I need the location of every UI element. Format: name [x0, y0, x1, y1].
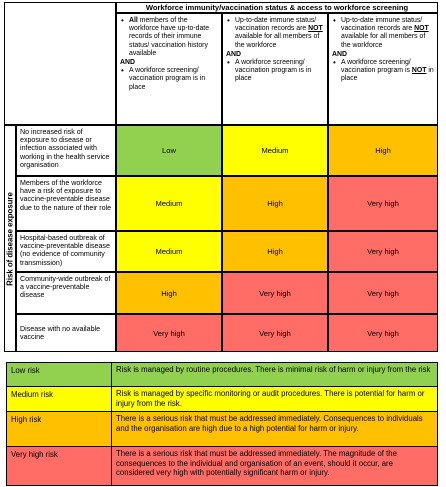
legend-risk-name: High risk: [6, 412, 112, 447]
column-header-1: [116, 13, 222, 125]
column-header-bullet: • A workforce screening/ vaccination program is in place: [235, 59, 325, 84]
risk-level-cell: Very high: [328, 176, 438, 231]
risk-level-cell: Low: [116, 125, 222, 176]
risk-level-cell: Very high: [328, 314, 438, 352]
column-header-bullet: • Up-to-date immune status/ vaccination records are NOT available for all members of the workforce: [341, 17, 435, 50]
risk-matrix-table: [4, 2, 438, 352]
legend-risk-description: Risk is managed by specific monitoring or audit procedures. There is potential for harm or injury from the risk.: [112, 387, 438, 412]
risk-level-cell: High: [116, 272, 222, 314]
row-header-2: Members of the workforce have a risk of exposure to vaccine-preventable disease due to the nature of their role: [16, 176, 116, 231]
and-label: AND: [120, 59, 135, 67]
legend-risk-name: Low risk: [6, 362, 112, 387]
column-header-bullet: • A workforce screening/ vaccination program is NOT in place: [341, 59, 435, 84]
risk-level-cell: Very high: [116, 314, 222, 352]
risk-level-cell: Medium: [116, 231, 222, 272]
risk-level-cell: Medium: [116, 176, 222, 231]
legend-row-low: [6, 362, 438, 387]
column-header-3: [328, 13, 438, 125]
risk-level-cell: Very high: [328, 272, 438, 314]
row-header-4: Community-wide outbreak of a vaccine-preventable disease: [16, 272, 116, 314]
risk-legend-table: [6, 362, 438, 486]
legend-risk-name: Very high risk: [6, 447, 112, 486]
risk-level-cell: Very high: [222, 314, 328, 352]
and-label: AND: [332, 50, 347, 58]
risk-level-cell: Very high: [328, 231, 438, 272]
column-header-bullet: • A workforce screening/ vaccination program is in place: [129, 67, 219, 92]
legend-risk-description: There is a serious risk that must be addressed immediately. The magnitude of the consequences to the individual and organisation of an event, should it occur, are considered very high with potentially significant harm or injury.: [112, 447, 438, 486]
risk-level-cell: High: [222, 231, 328, 272]
legend-row-vhigh: [6, 447, 438, 486]
risk-level-cell: Medium: [222, 125, 328, 176]
row-group-header: [4, 125, 16, 352]
column-header-bullet: • Up-to-date immune status/ vaccination records are NOT available for all members of the workforce: [235, 17, 325, 50]
row-header-1: No increased risk of exposure to disease or infection associated with working in the health service organisation: [16, 125, 116, 176]
column-header-2: [222, 13, 328, 125]
legend-risk-name: Medium risk: [6, 387, 112, 412]
column-header-bullet: • All members of the workforce have up-to-date records of their immune status/ vaccination history available: [129, 17, 219, 58]
legend-risk-description: There is a serious risk that must be addressed immediately. Consequences to individuals and the organisation are high due to a high potential for harm or injury.: [112, 412, 438, 447]
legend-row-high: [6, 412, 438, 447]
row-header-3: Hospital-based outbreak of vaccine-preventable disease (no evidence of community transmission): [16, 231, 116, 272]
row-header-5: Disease with no available vaccine: [16, 314, 116, 352]
risk-level-cell: High: [328, 125, 438, 176]
legend-risk-description: Risk is managed by routine procedures. There is minimal risk of harm or injury from the risk: [112, 362, 438, 387]
row-group-header-label: Risk of disease exposure: [5, 191, 15, 286]
corner-blank-cell: [4, 2, 116, 125]
risk-level-cell: Very high: [222, 272, 328, 314]
column-group-header: Workforce immunity/vaccination status & access to workforce screening: [116, 2, 438, 13]
legend-row-med: [6, 387, 438, 412]
and-label: AND: [226, 50, 241, 58]
risk-level-cell: High: [222, 176, 328, 231]
